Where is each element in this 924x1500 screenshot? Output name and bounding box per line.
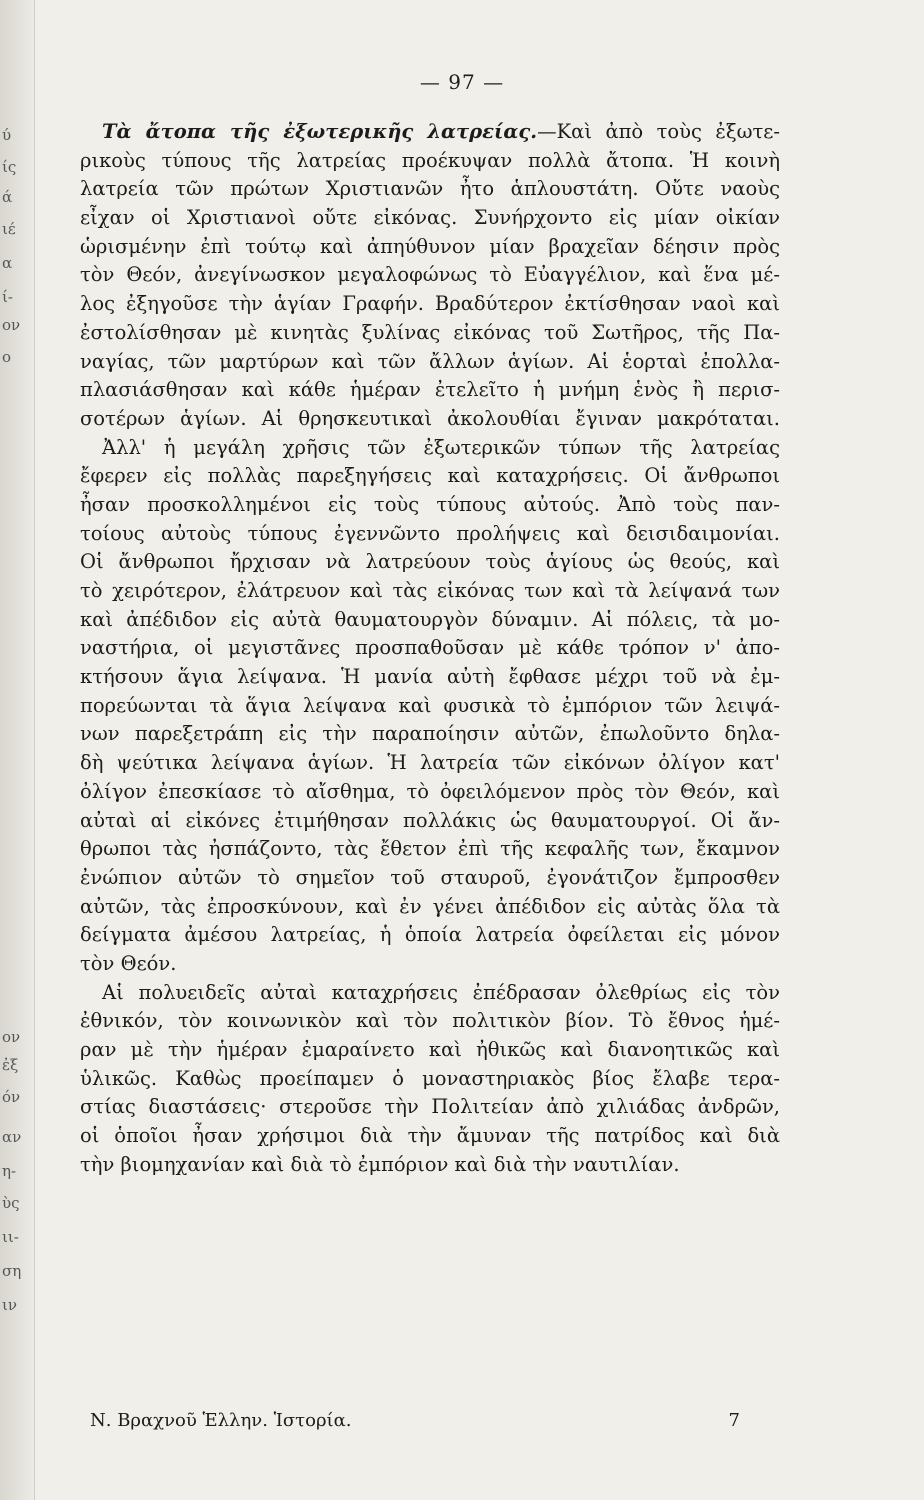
margin-fragment: ὺς <box>2 1194 20 1212</box>
text-line: ὑλικῶς. Καθὼς προείπαμεν ὁ μοναστηριακὸς βίος ἔλαβε τερα- <box>80 1066 780 1090</box>
margin-fragment: ον <box>2 1028 21 1046</box>
text-line: ὡρισμένην ἐπὶ τούτῳ καὶ ἀπηύθυνον μίαν βραχεῖαν δέησιν πρὸς <box>80 234 780 258</box>
text-line: αὐτῶν, τὰς ἐπροσκύνουν, καὶ ἐν γένει ἀπέδιδον εἰς αὐτὰς ὅλα τὰ <box>80 894 780 918</box>
text-line: κτήσουν ἅγια λείψανα. Ἡ μανία αὐτὴ ἔφθασε μέχρι τοῦ νὰ ἐμ- <box>80 665 780 689</box>
margin-fragment: ο <box>2 348 12 366</box>
footer-sheet-number: 7 <box>728 1410 740 1431</box>
text-line: ἐστολίσθησαν μὲ κινητὰς ξυλίνας εἰκόνας τοῦ Σωτῆρος, τῆς Πα- <box>80 320 780 344</box>
text-line: πορεύωνται τὰ ἅγια λείψανα καὶ φυσικὰ τὸ ἐμπόριον τῶν λειψά- <box>80 693 780 717</box>
margin-fragment: ιέ <box>2 220 16 238</box>
margin-fragment: η- <box>2 1162 17 1180</box>
text-line: τὸν Θεόν, ἀνεγίνωσκον μεγαλοφώνως τὸ Εὐαγγέλιον, καὶ ἕνα μέ- <box>80 263 780 287</box>
margin-fragment: αν <box>2 1128 22 1146</box>
text-line: ἐθνικόν, τὸν κοινωνικὸν καὶ τὸν πολιτικὸν βίον. Τὸ ἔθνος ἡμέ- <box>80 1009 780 1033</box>
text-line: λατρεία τῶν πρώτων Χριστιανῶν ἦτο ἁπλουστάτη. Οὔτε ναοὺς <box>80 177 780 201</box>
text-line: ραν μὲ τὴν ἡμέραν ἐμαραίνετο καὶ ἠθικῶς καὶ διανοητικῶς καὶ <box>80 1038 780 1061</box>
paragraph-3 <box>80 979 780 1151</box>
text-line: ὀλίγον ἐπεσκίασε τὸ αἴσθημα, τὸ ὀφειλόμενον πρὸς τὸν Θεόν, καὶ <box>80 779 780 803</box>
margin-fragment: ύ <box>2 126 12 144</box>
text-line: ναγίας, τῶν μαρτύρων καὶ τῶν ἄλλων ἁγίων. Αἱ ἑορταὶ ἐπολλα- <box>80 349 780 373</box>
text-line: δὴ ψεύτικα λείψανα ἁγίων. Ἡ λατρεία τῶν εἰκόνων ὀλίγον κατ' <box>80 751 780 775</box>
text-line: θρωποι τὰς ἠσπάζοντο, τὰς ἔθετον ἐπὶ τῆς κεφαλῆς των, ἔκαμνον <box>80 837 780 861</box>
margin-fragment: όν <box>2 1088 21 1106</box>
paragraph-2 <box>80 434 780 950</box>
text-line: λος ἐξηγοῦσε τὴν ἁγίαν Γραφήν. Βραδύτερον ἐκτίσθησαν ναοὶ καὶ <box>80 292 780 316</box>
text-line: στίας διαστάσεις· στεροῦσε τὴν Πολιτείαν ἀπὸ χιλιάδας ἀνδρῶν, <box>80 1095 780 1119</box>
margin-fragment: ί- <box>2 288 13 306</box>
main-text <box>80 118 780 1179</box>
text-line: τοίους αὐτοὺς τύπους ἐγεννῶντο προλήψεις καὶ δεισιδαιμονίαι. <box>80 521 780 545</box>
margin-fragment: ιι- <box>2 1228 19 1246</box>
margin-fragment: ἐξ <box>2 1056 19 1074</box>
text-line: καὶ ἀπέδιδον εἰς αὐτὰ θαυματουργὸν δύναμιν. Αἱ πόλεις, τὰ μο- <box>80 607 780 631</box>
margin-fragment: ιν <box>2 1296 17 1314</box>
margin-fragment: ίς <box>2 158 17 176</box>
text-line: εἶχαν οἱ Χριστιανοὶ οὔτε εἰκόνας. Συνήρχοντο εἰς μίαν οἰκίαν <box>80 206 780 230</box>
text-line: πλασιάσθησαν καὶ κάθε ἡμέραν ἐτελεῖτο ἡ μνήμη ἑνὸς ἢ περισ- <box>80 378 780 402</box>
text-line: σοτέρων ἁγίων. Αἱ θρησκευτικαὶ ἀκολουθίαι ἔγιναν μακρόταται. <box>80 406 780 430</box>
text-line: Αἱ πολυειδεῖς αὐταὶ καταχρήσεις ἐπέδρασαν ὀλεθρίως εἰς τὸν <box>102 980 780 1004</box>
text-line: ἔφερεν εἰς πολλὰς παρεξηγήσεις καὶ καταχρήσεις. Οἱ ἄνθρωποι <box>80 464 780 488</box>
text-line: οἱ ὁποῖοι ἦσαν χρήσιμοι διὰ τὴν ἄμυναν τῆς πατρίδος καὶ διὰ <box>80 1124 780 1148</box>
first-line-rest: —Καὶ ἀπὸ τοὺς ἐξωτε- <box>537 120 780 143</box>
margin-fragment: ση <box>2 1262 22 1280</box>
text-line: ναστήρια, οἱ μεγιστᾶνες προσπαθοῦσαν μὲ κάθε τρόπον ν' ἀπο- <box>80 636 780 660</box>
text-line: ἐνώπιον αὐτῶν τὸ σημεῖον τοῦ σταυροῦ, ἐγονάτιζον ἔμπροσθεν <box>80 865 780 889</box>
margin-fragment: ά <box>2 188 13 206</box>
text-line: Ἀλλ' ἡ μεγάλη χρῆσις τῶν ἐξωτερικῶν τύπων τῆς λατρείας <box>102 435 780 459</box>
paragraph-1 <box>80 147 780 434</box>
page-number: — 97 — <box>419 70 505 94</box>
text-line: αὐταὶ αἱ εἰκόνες ἐτιμήθησαν πολλάκις ὡς θαυματουργοί. Οἱ ἄν- <box>80 808 780 832</box>
text-line: Οἱ ἄνθρωποι ἤρχισαν νὰ λατρεύουν τοὺς ἁγίους ὡς θεούς, καὶ <box>80 550 780 574</box>
paragraph-first-line <box>80 118 780 147</box>
paragraph-2-last-line: τὸν Θεόν. <box>80 951 177 975</box>
footer-signature: Ν. Βραχνοῦ Ἑλλην. Ἱστορία. <box>90 1410 352 1431</box>
margin-fragment: ον <box>2 316 21 334</box>
text-line: τὸ χειρότερον, ἐλάτρευον καὶ τὰς εἰκόνας των καὶ τὰ λείψανά των <box>80 579 780 602</box>
text-line: νων παρεξετράπη εἰς τὴν παραποίησιν αὐτῶν, ἐπωλοῦντο δηλα- <box>80 722 780 746</box>
text-line: δείγματα ἀμέσου λατρείας, ἡ ὁποία λατρεία ὀφείλεται εἰς μόνον <box>80 923 780 947</box>
page-footer <box>80 1410 740 1431</box>
text-line: ρικοὺς τύπους τῆς λατρείας προέκυψαν πολλὰ ἄτοπα. Ἡ κοινὴ <box>80 148 780 172</box>
text-line: ἦσαν προσκολλημένοι εἰς τοὺς τύπους αὐτούς. Ἀπὸ τοὺς παν- <box>80 492 780 516</box>
paragraph-3-last-line: τὴν βιομηχανίαν καὶ διὰ τὸ ἐμπόριον καὶ διὰ τὴν ναυτιλίαν. <box>80 1152 680 1176</box>
margin-fragment: α <box>2 254 13 272</box>
section-heading: Τὰ ἄτοπα τῆς ἐξωτερικῆς λατρείας. <box>102 120 538 143</box>
